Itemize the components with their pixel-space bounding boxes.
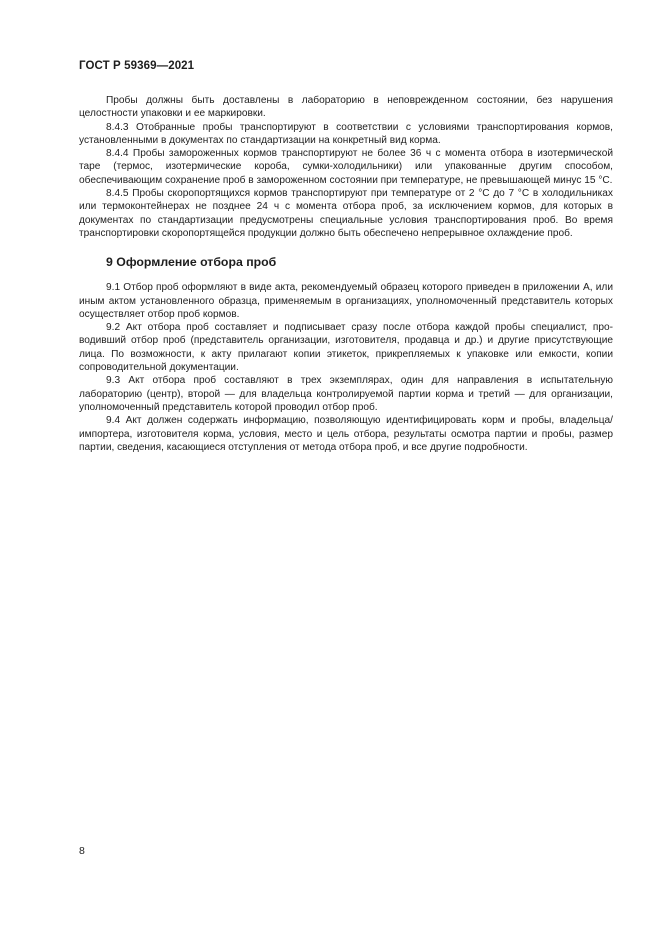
document-code: ГОСТ Р 59369—2021 — [79, 60, 195, 72]
paragraph-9-1: 9.1 Отбор проб оформляют в виде акта, рекомендуемый образец которого приведен в приложении А, или иным актом установленного образца, применяемым в организациях, уполномоченный представитель которых осуществляет отбор проб кормов. — [79, 282, 613, 320]
paragraph-9-4: 9.4 Акт должен содержать информацию, позволяющую идентифицировать корм и пробы, владельца/импортера, изготовителя корма, условия, место и цель отбора, результаты осмотра партии и пробы, размер партии, сведения, касающиеся отступления от метода отбора проб, и все другие подробности. — [79, 415, 613, 453]
paragraph-9-3: 9.3 Акт отбора проб составляют в трех экземплярах, один для направления в испытательную лабораторию (центр), второй — для владельца контролируемой партии корма и третий — для организации, уполномоченный представитель которой проводил отбор проб. — [79, 375, 613, 413]
paragraph-8-4-3: 8.4.3 Отобранные пробы транспортируют в соответствии с условиями транспортирования кормов, установленными в документах по стандартизации на конкретный вид корма. — [79, 121, 613, 146]
paragraph-8-4-4: 8.4.4 Пробы замороженных кормов транспортируют не более 36 ч с момента отбора в изотермической таре (термос, изотермические короба, сумки-холодильники) или упакованные другим способом, обеспечивающим сохранение проб в замороженном состоянии при температуре, не превышающей минус 15 °С. — [79, 148, 613, 186]
paragraph-8-4-5: 8.4.5 Пробы скоропортящихся кормов транспортируют при температуре от 2 °С до 7 °С в холодильниках или термоконтейнерах не позднее 24 ч с момента отбора проб, за исключением кормов, для которых в документах по стандартизации предусмотрены специальные условия транспортирования проб. Во время транспортировки скоропортящейся продукции должно быть обеспечено непрерывное охлаждение проб. — [79, 188, 613, 239]
document-body — [79, 94, 613, 454]
section-heading: 9 Оформление отбора проб — [106, 255, 277, 270]
paragraph-9-2: 9.2 Акт отбора проб составляет и подписывает сразу после отбора каждой пробы специалист, проводивший отбор проб (представитель организации, изготовителя, продавца и др.) и другие присутствующие лица. По возможности, к акту прилагают копии этикеток, прикрепляемых к упаковке или емкости, копии сопроводительной документации. — [79, 322, 613, 374]
paragraph: Пробы должны быть доставлены в лабораторию в неповрежденном состоянии, без нарушения целостности упаковки и ее маркировки. — [79, 95, 613, 120]
page-number: 8 — [79, 845, 85, 857]
